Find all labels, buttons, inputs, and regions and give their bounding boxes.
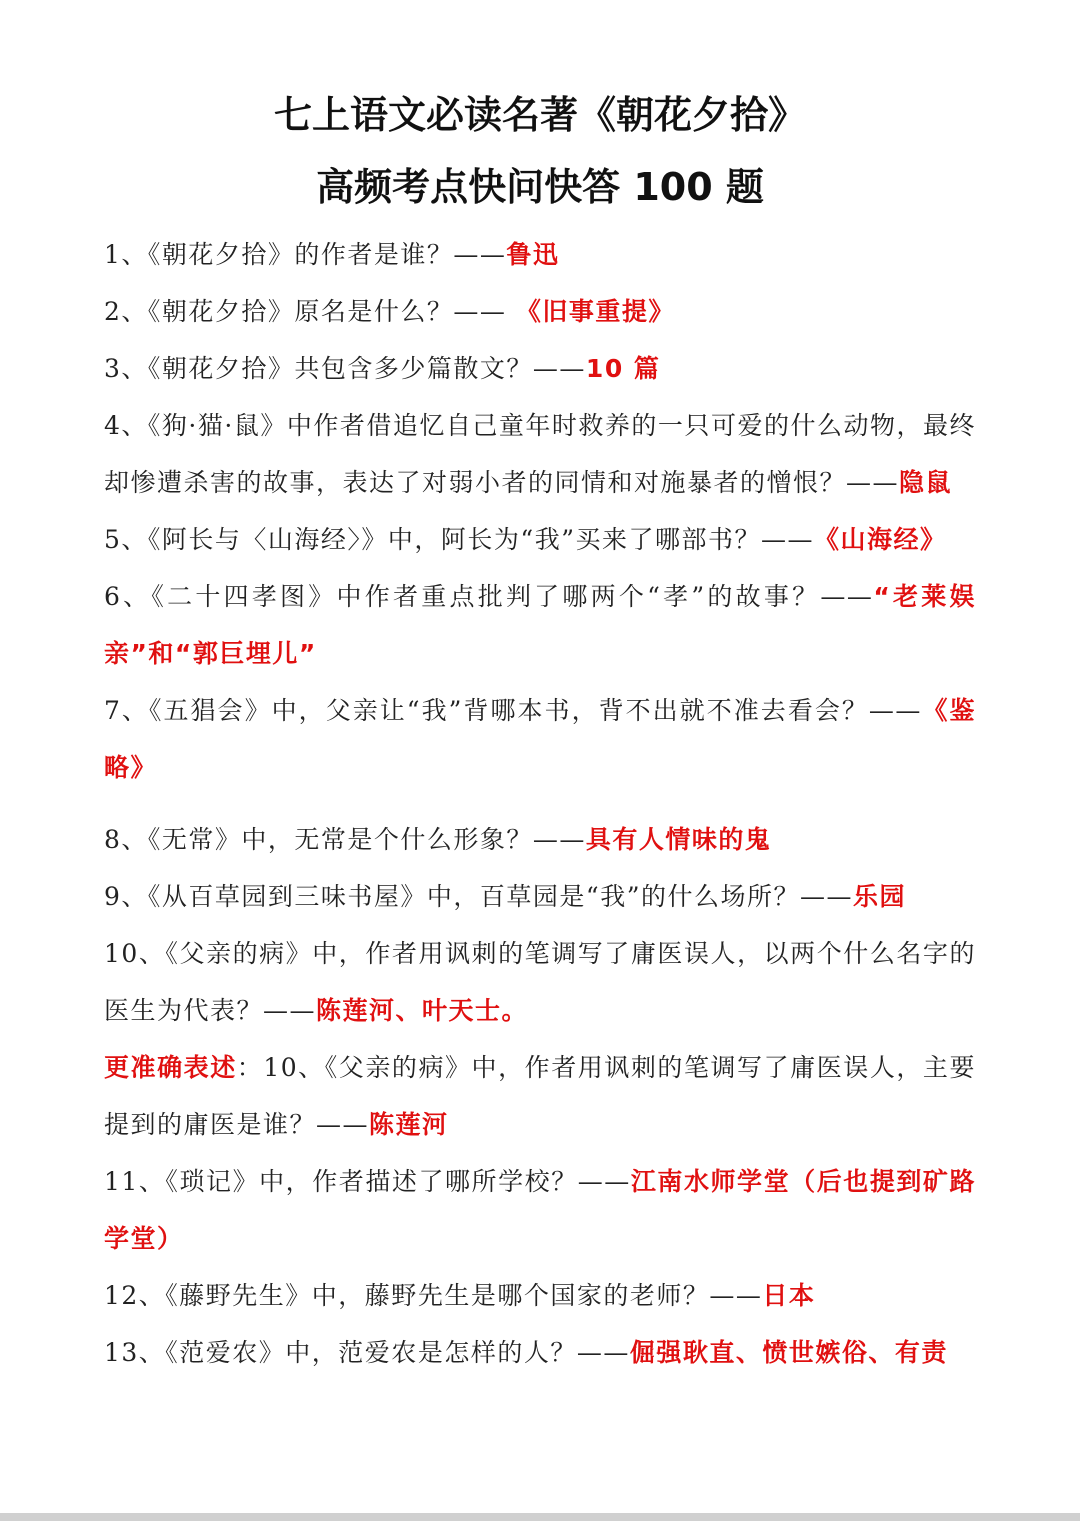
question-text: 10、《父亲的病》中，作者用讽刺的笔调写了庸医误人，以两个什么名字的医生为代表？—— xyxy=(104,939,976,1025)
answer-text: 隐鼠 xyxy=(899,468,953,497)
question-text: 4、《狗·猫·鼠》中作者借追忆自己童年时救养的一只可爱的什么动物，最终却惨遭杀害的故事，表达了对弱小者的同情和对施暴者的憎恨？—— xyxy=(104,411,976,497)
qa-item xyxy=(104,811,976,868)
qa-item xyxy=(104,1039,976,1153)
note-label: 更准确表述 xyxy=(104,1053,237,1082)
qa-item xyxy=(104,1153,976,1267)
qa-item xyxy=(104,925,976,1039)
qa-item xyxy=(104,1324,976,1381)
question-text: 7、《五猖会》中，父亲让“我”背哪本书，背不出就不准去看会？—— xyxy=(104,696,922,725)
question-text: 3、《朝花夕拾》共包含多少篇散文？—— xyxy=(104,354,586,383)
qa-item xyxy=(104,283,976,340)
question-text: 13、《范爱农》中，范爱农是怎样的人？—— xyxy=(104,1338,630,1367)
answer-text: 鲁迅 xyxy=(506,240,560,269)
question-text: 11、《琐记》中，作者描述了哪所学校？—— xyxy=(104,1167,631,1196)
qa-item xyxy=(104,226,976,283)
qa-item xyxy=(104,682,976,796)
answer-text: 《旧事重提》 xyxy=(515,297,675,326)
question-text: 12、《藤野先生》中，藤野先生是哪个国家的老师？—— xyxy=(104,1281,763,1310)
answer-text: 乐园 xyxy=(852,882,906,911)
question-text: 1、《朝花夕拾》的作者是谁？—— xyxy=(104,240,507,269)
page-subtitle: 高频考点快问快答 100 题 xyxy=(316,165,764,209)
page-title: 七上语文必读名著《朝花夕拾》 xyxy=(273,93,806,137)
answer-text: “老莱娱亲”和“郭巨埋儿” xyxy=(104,582,976,668)
answer-text: 具有人情味的鬼 xyxy=(585,825,772,854)
answer-text: 10 篇 xyxy=(585,354,661,383)
question-text: 5、《阿长与〈山海经〉》中，阿长为“我”买来了哪部书？—— xyxy=(104,525,814,554)
qa-item xyxy=(104,1267,976,1324)
qa-item xyxy=(104,340,976,397)
answer-text: 倔强耿直、愤世嫉俗、有责 xyxy=(629,1338,948,1367)
answer-text: 日本 xyxy=(762,1281,816,1310)
answer-text: 《山海经》 xyxy=(813,525,947,554)
answer-text: 江南水师学堂（后也提到矿路学堂） xyxy=(104,1167,976,1253)
answer-text: 《鉴略》 xyxy=(104,696,976,782)
question-text: 6、《二十四孝图》中作者重点批判了哪两个“孝”的故事？—— xyxy=(104,582,874,611)
qa-item xyxy=(104,397,976,511)
qa-item xyxy=(104,868,976,925)
answer-text: 陈莲河、叶天士。 xyxy=(316,996,529,1025)
question-text: 9、《从百草园到三味书屋》中，百草园是“我”的什么场所？—— xyxy=(104,882,853,911)
bottom-bar xyxy=(0,1513,1080,1521)
qa-item xyxy=(104,568,976,682)
question-text: ：10、《父亲的病》中，作者用讽刺的笔调写了庸医误人，主要提到的庸医是谁？—— xyxy=(104,1053,976,1139)
answer-text: 陈莲河 xyxy=(369,1110,449,1139)
qa-list xyxy=(104,226,976,1381)
qa-item xyxy=(104,511,976,568)
question-text: 2、《朝花夕拾》原名是什么？—— xyxy=(104,297,516,326)
question-text: 8、《无常》中，无常是个什么形象？—— xyxy=(104,825,586,854)
